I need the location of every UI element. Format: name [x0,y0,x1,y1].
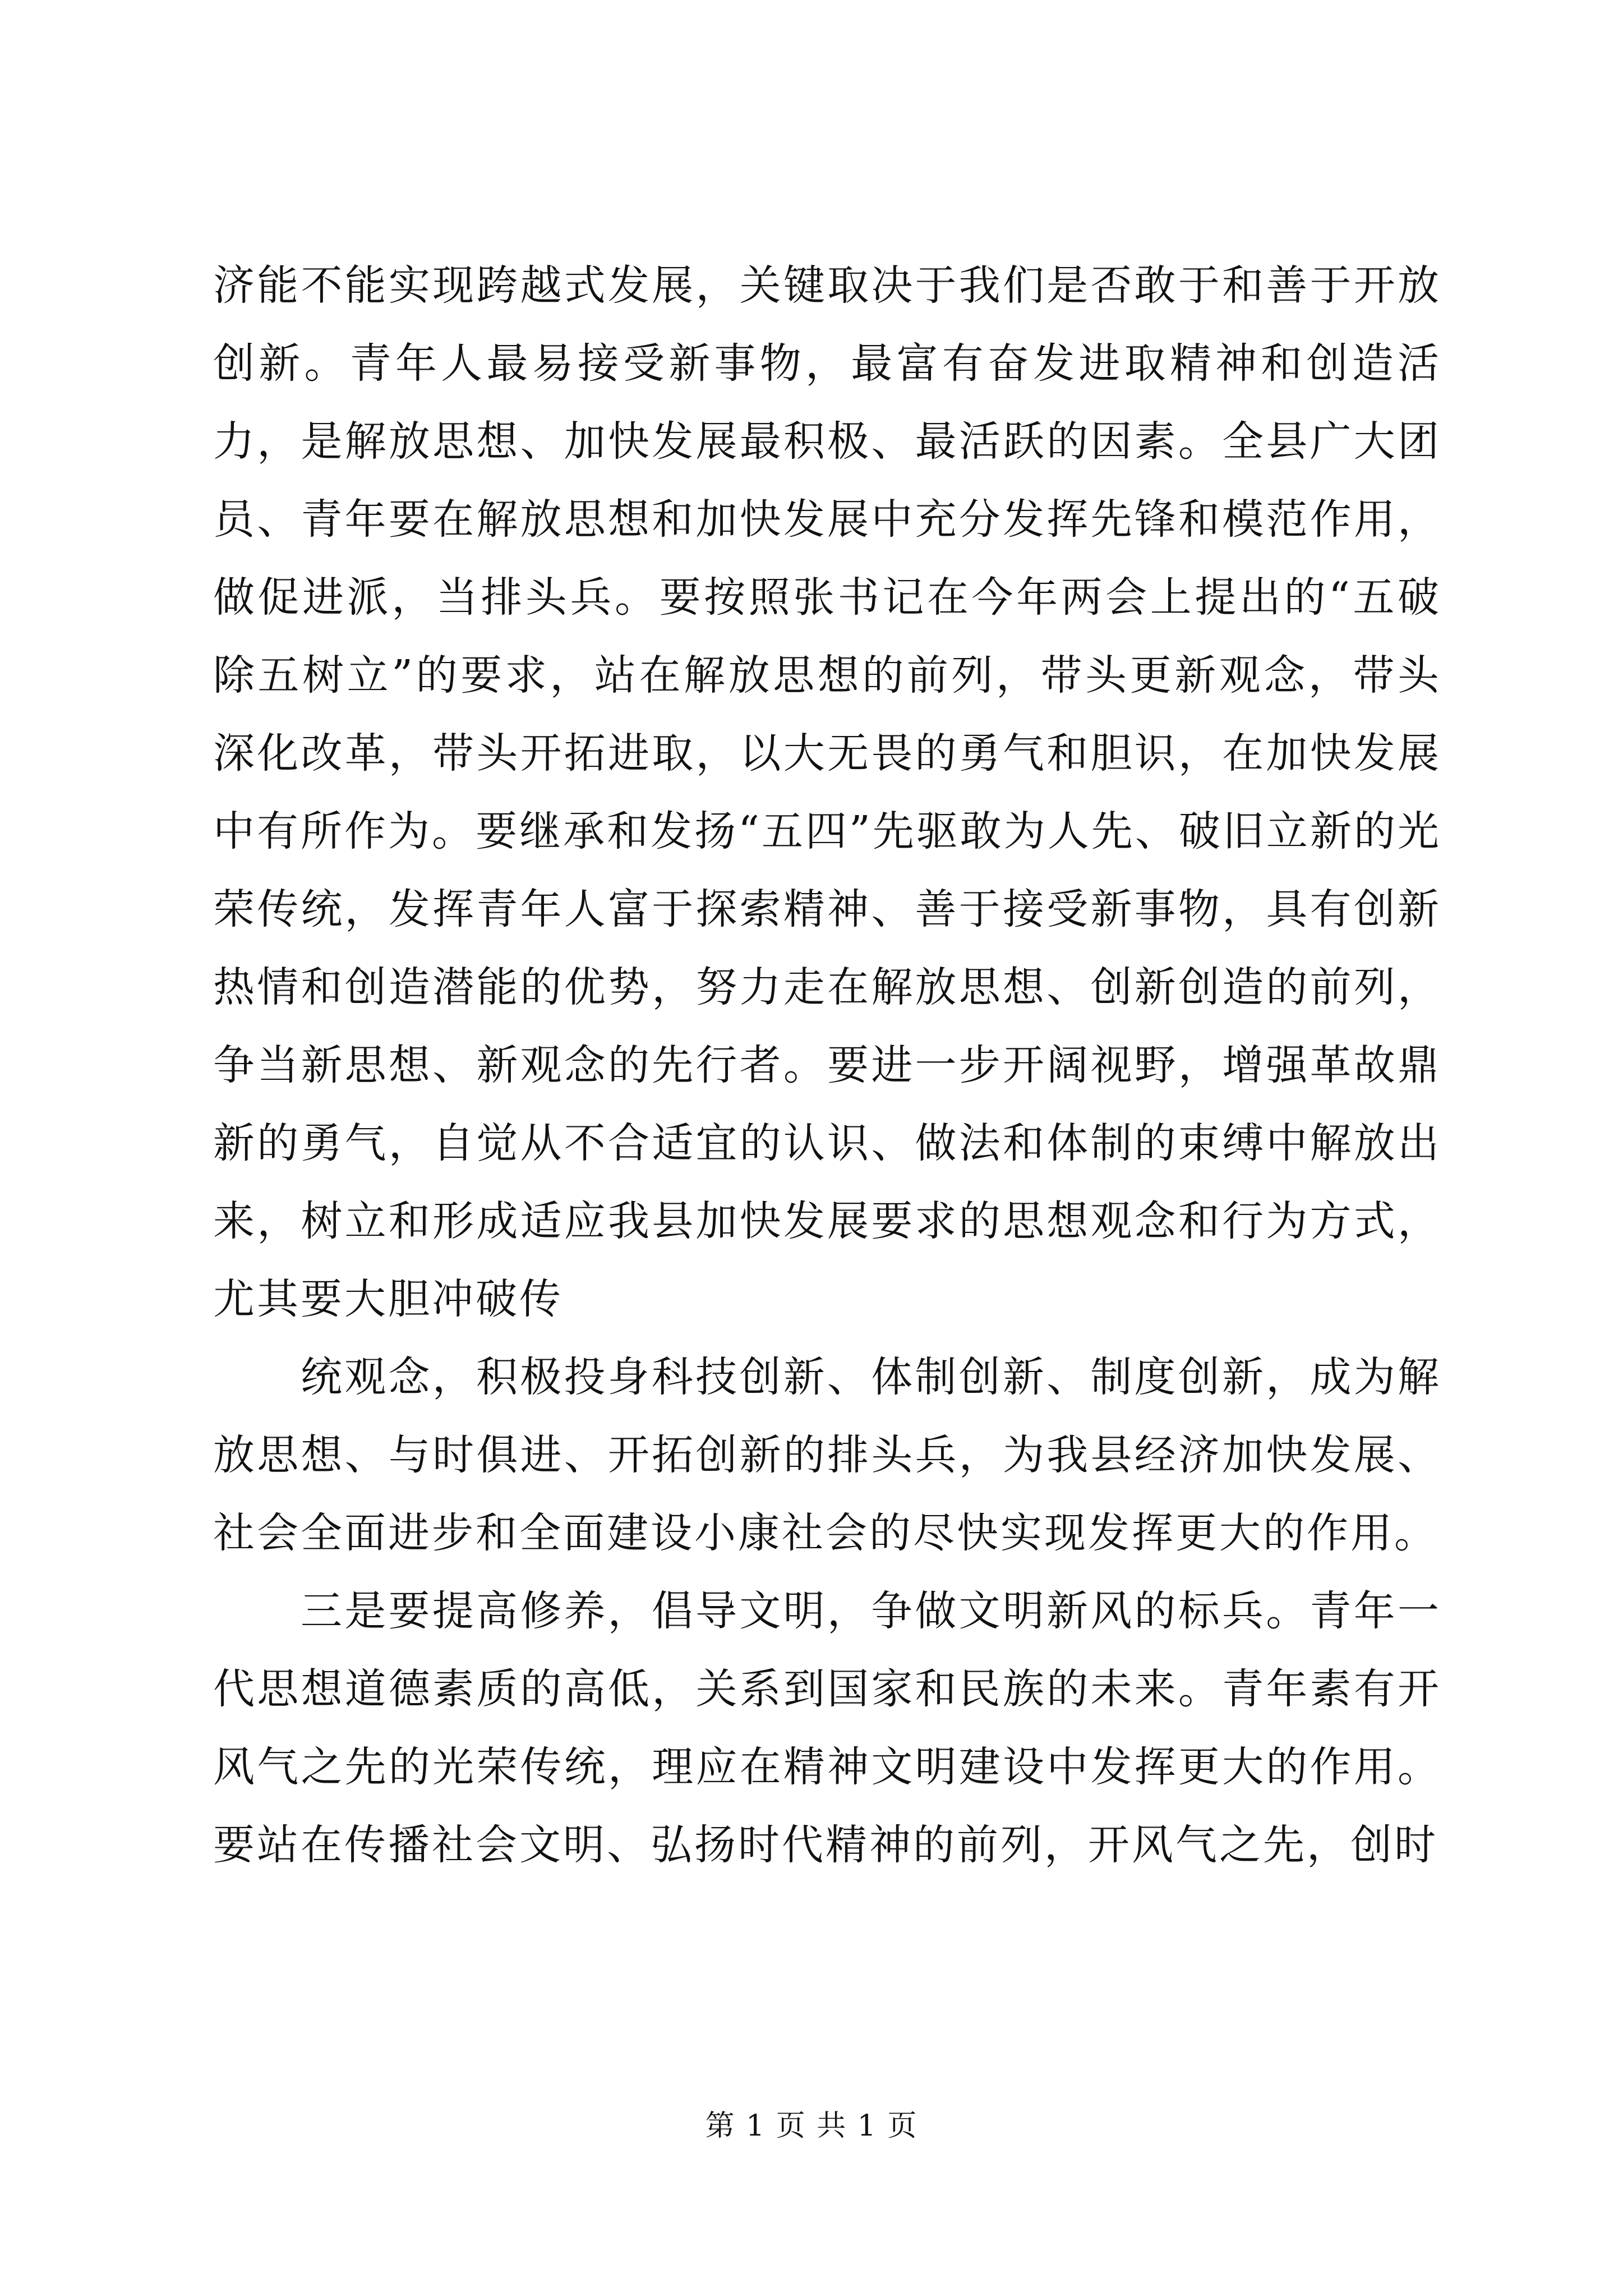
paragraph-continuation: 济能不能实现跨越式发展，关键取决于我们是否敢于和善于开放创新。青年人最易接受新事物，最富有奋发进取精神和创造活力，是解放思想、加快发展最积极、最活跃的因素。全县广大团员、青年要在解放思想和加快发展中充分发挥先锋和模范作用，做促进派，当排头兵。要按照张书记在今年两会上提出的“五破除五树立”的要求，站在解放思想的前列，带头更新观念，带头深化改革，带头开拓进取，以大无畏的勇气和胆识，在加快发展中有所作为。要继承和发扬“五四”先驱敢为人先、破旧立新的光荣传统，发挥青年人富于探索精神、善于接受新事物，具有创新热情和创造潜能的优势，努力走在解放思想、创新创造的前列，争当新思想、新观念的先行者。要进一步开阔视野，增强革故鼎新的勇气，自觉从不合适宜的认识、做法和体制的束缚中解放出来，树立和形成适应我县加快发展要求的思想观念和行为方式，尤其要大胆冲破传 [213,261,1441,1323]
paragraph-third: 三是要提高修养，倡导文明，争做文明新风的标兵。青年一代思想道德素质的高低，关系到国家和民族的未来。青年素有开风气之先的光荣传统，理应在精神文明建设中发挥更大的作用。要站在传播社会文明、弘扬时代精神的前列，开风气之先，创时 [213,1587,1441,1869]
page-footer: 第 1 页 共 1 页 [705,2109,918,2143]
paragraph-second: 统观念，积极投身科技创新、体制创新、制度创新，成为解放思想、与时俱进、开拓创新的排头兵，为我县经济加快发展、社会全面进步和全面建设小康社会的尽快实现发挥更大的作用。 [213,1353,1441,1557]
document-body [213,247,1441,1884]
